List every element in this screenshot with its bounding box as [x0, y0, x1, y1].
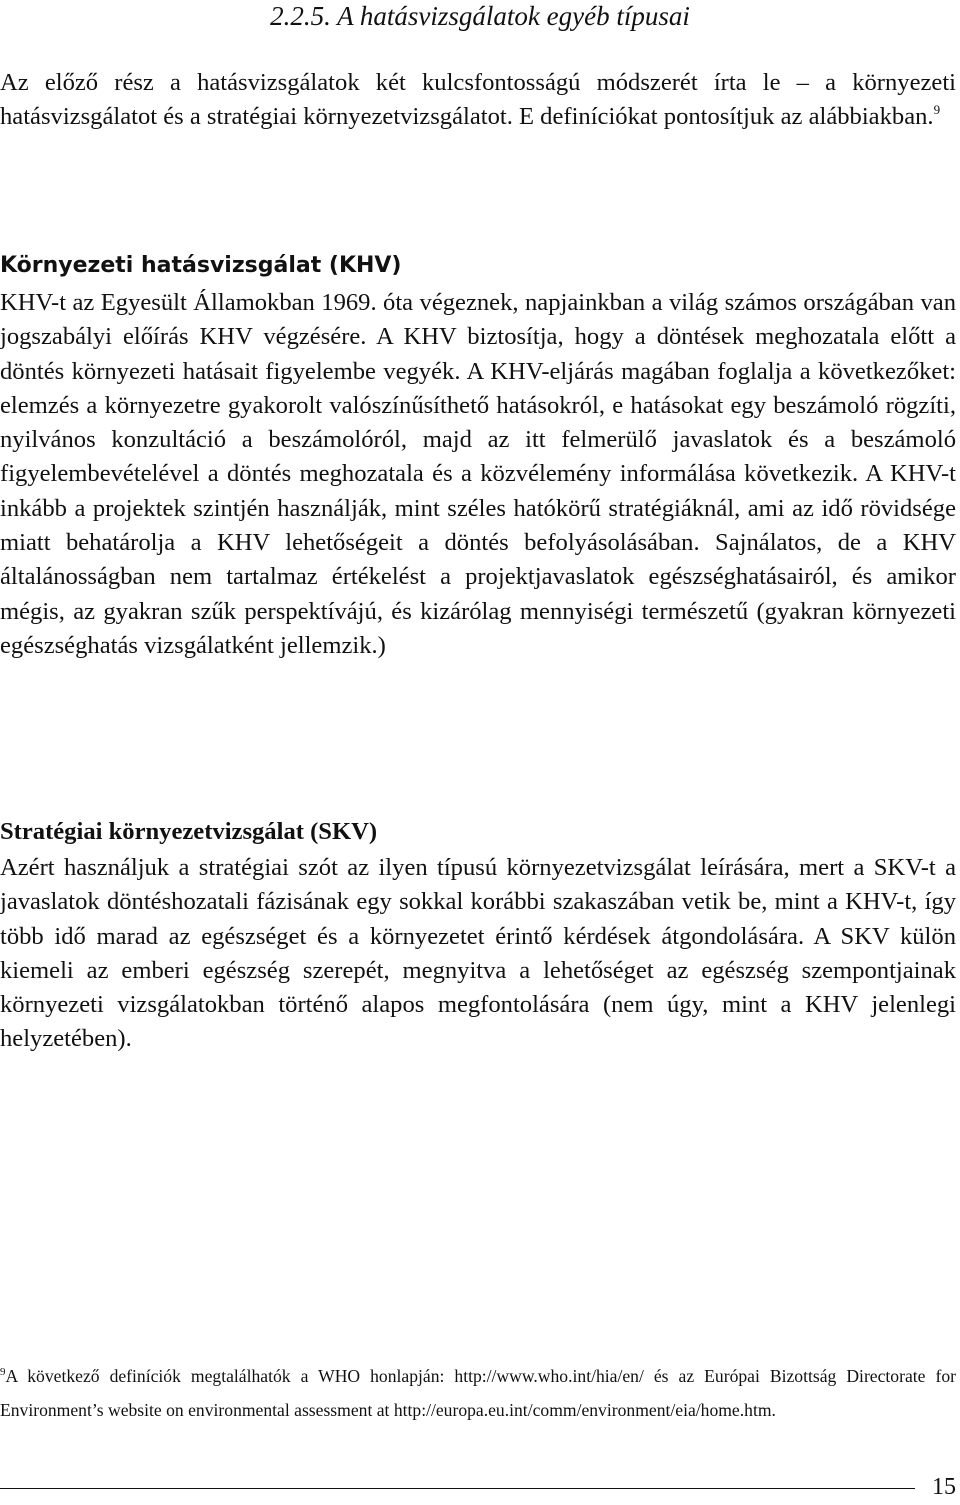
footnote — [0, 1360, 956, 1427]
intro-paragraph — [0, 66, 956, 135]
footnote-text: A következő definíciók megtalálhatók a WHO honlapján: http://www.who.int/hia/en/ és az Európai Bizottság Directorate for Environment’s website on environmental assessment at http://europa.eu.int/comm/environment/eia/home.htm. — [0, 1366, 956, 1420]
khv-paragraph: KHV-t az Egyesült Államokban 1969. óta végeznek, napjainkban a világ számos országában van jogszabályi előírás KHV végzésére. A KHV biztosítja, hogy a döntések meghozatala előtt a döntés környezeti hatásait figyelembe vegyék. A KHV-eljárás magában foglalja a következőket: elemzés a környezetre gyakorolt valószínűsíthető hatásokról, e hatásokat egy beszámoló rögzíti, nyilvános konzultáció a beszámolóról, majd az itt felmerülő javaslatok és a beszámoló figyelembevételével a döntés meghozatala és a közvélemény informálása következik. A KHV-t inkább a projektek szintjén használják, mint széles hatókörű stratégiáknál, ami az idő rövidsége miatt behatárolja a KHV lehetőségeit a döntés befolyásolásában. Sajnálatos, de a KHV általánosságban nem tartalmaz értékelést a projektjavaslatok egészséghatásairól, és amikor mégis, az gyakran szűk perspektívájú, és kizárólag mennyiségi természetű (gyakran környezeti egészséghatás vizsgálatként jellemzik.) — [0, 289, 956, 659]
footer-rule — [0, 1488, 915, 1489]
section-title: 2.2.5. A hatásvizsgálatok egyéb típusai — [270, 1, 690, 31]
page-number: 15 — [932, 1474, 956, 1500]
skv-paragraph: Azért használjuk a stratégiai szót az ilyen típusú környezetvizsgálat leírására, mert a SKV-t a javaslatok döntéshozatali fázisának egy sokkal korábbi szakaszában vetik be, mint a KHV-t, így több idő marad az egészséget és a környezetet érintő kérdések átgondolására. A SKV külön kiemeli az emberi egészség szerepét, megnyitva a lehetőséget az egészség szempontjainak környezeti vizsgálatokban történő alapos megfontolására (nem úgy, mint a KHV jelenlegi helyzetében). — [0, 854, 956, 1053]
footnote-number: 9 — [0, 1366, 6, 1378]
footnote-reference[interactable]: 9 — [933, 102, 941, 118]
intro-text: Az előző rész a hatásvizsgálatok két kulcsfontosságú módszerét írta le – a környezeti hatásvizsgálatot és a stratégiai környezetvizsgálatot. E definíciókat pontosítjuk az alábbiakban. — [0, 69, 956, 131]
skv-heading: Stratégiai környezetvizsgálat (SKV) — [0, 818, 378, 845]
khv-heading: Környezeti hatásvizsgálat (KHV) — [0, 253, 402, 278]
